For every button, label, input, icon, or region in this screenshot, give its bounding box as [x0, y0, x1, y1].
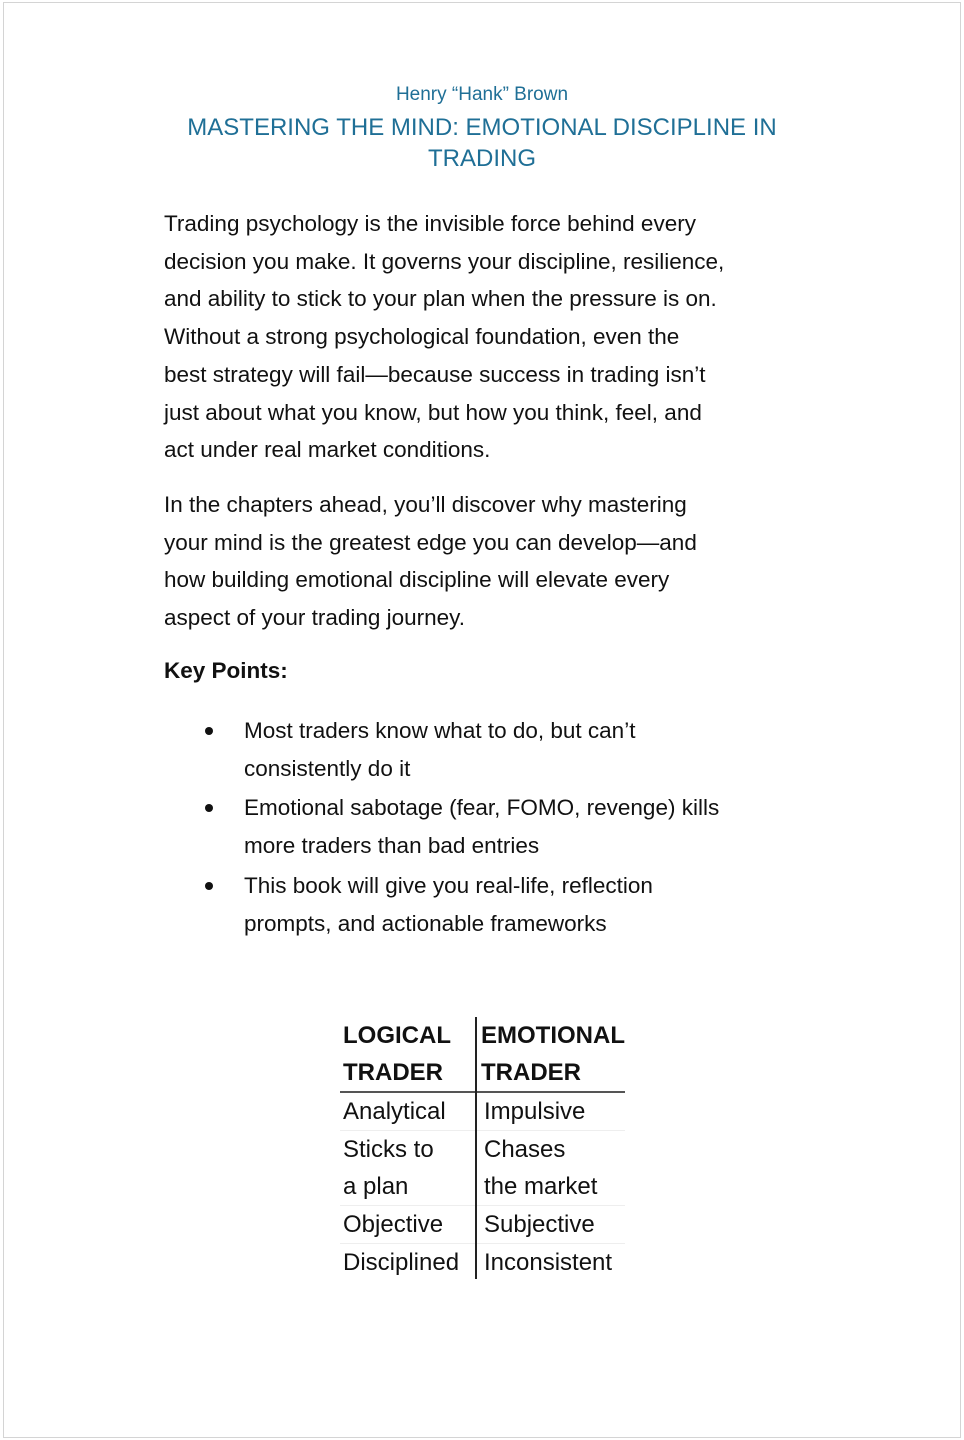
text-line: decision you make. It governs your discipline, resilience,	[164, 248, 725, 274]
table-row	[340, 1093, 625, 1131]
title-line: TRADING	[428, 145, 536, 172]
text-line: Without a strong psychological foundation, even the	[164, 324, 680, 350]
text-line: Emotional sabotage (fear, FOMO, revenge) kills	[244, 795, 720, 821]
key-points-list	[200, 712, 719, 944]
table-cell: Impulsive	[484, 1098, 586, 1125]
text-line: best strategy will fail—because success in trading isn’t	[164, 361, 706, 387]
list-item	[200, 867, 719, 942]
table-cell: Inconsistent	[484, 1249, 613, 1276]
author-name: Henry “Hank” Brown	[395, 84, 569, 105]
table-cell: Sticks to a plan	[343, 1136, 434, 1200]
comparison-table	[340, 1017, 625, 1281]
column-divider	[475, 1017, 477, 1279]
text-line: This book will give you real-life, reflection	[244, 872, 653, 898]
bullet-icon	[205, 882, 213, 890]
table-row	[340, 1244, 625, 1281]
table-row	[340, 1206, 625, 1244]
text-line: just about what you know, but how you think, feel, and	[164, 399, 702, 425]
text-line: aspect of your trading journey.	[164, 605, 466, 631]
title-line: MASTERING THE MIND: EMOTIONAL DISCIPLINE IN	[187, 114, 777, 141]
table-cell: Chases the market	[484, 1136, 598, 1200]
text-line: Trading psychology is the invisible force behind every	[164, 211, 696, 236]
text-line: your mind is the greatest edge you can develop—and	[164, 529, 697, 555]
header-emotional: EMOTIONAL TRADER	[481, 1022, 625, 1086]
text-line: consistently do it	[244, 755, 411, 781]
chapters-paragraph	[164, 486, 697, 637]
text-line: act under real market conditions.	[164, 437, 491, 463]
table-cell: Analytical	[343, 1098, 446, 1125]
table-cell: Objective	[343, 1211, 444, 1238]
text-line: and ability to stick to your plan when the pressure is on.	[164, 286, 717, 312]
intro-paragraph	[164, 205, 724, 469]
table-row	[340, 1131, 625, 1206]
table-header-row	[340, 1017, 625, 1093]
key-points-heading: Key Points:	[164, 658, 288, 683]
bullet-icon	[205, 804, 213, 812]
list-item	[200, 789, 719, 864]
text-line: In the chapters ahead, you’ll discover why mastering	[164, 492, 687, 517]
text-line: more traders than bad entries	[244, 833, 540, 859]
text-line: prompts, and actionable frameworks	[244, 910, 607, 936]
table-cell: Subjective	[484, 1211, 595, 1238]
table-cell: Disciplined	[343, 1249, 460, 1276]
bullet-icon	[205, 727, 213, 735]
text-line: how building emotional discipline will elevate every	[164, 567, 670, 593]
text-line: Most traders know what to do, but can’t	[244, 718, 636, 743]
document-title	[0, 112, 964, 174]
header-logical: LOGICAL TRADER	[343, 1022, 451, 1086]
list-item	[200, 712, 719, 787]
